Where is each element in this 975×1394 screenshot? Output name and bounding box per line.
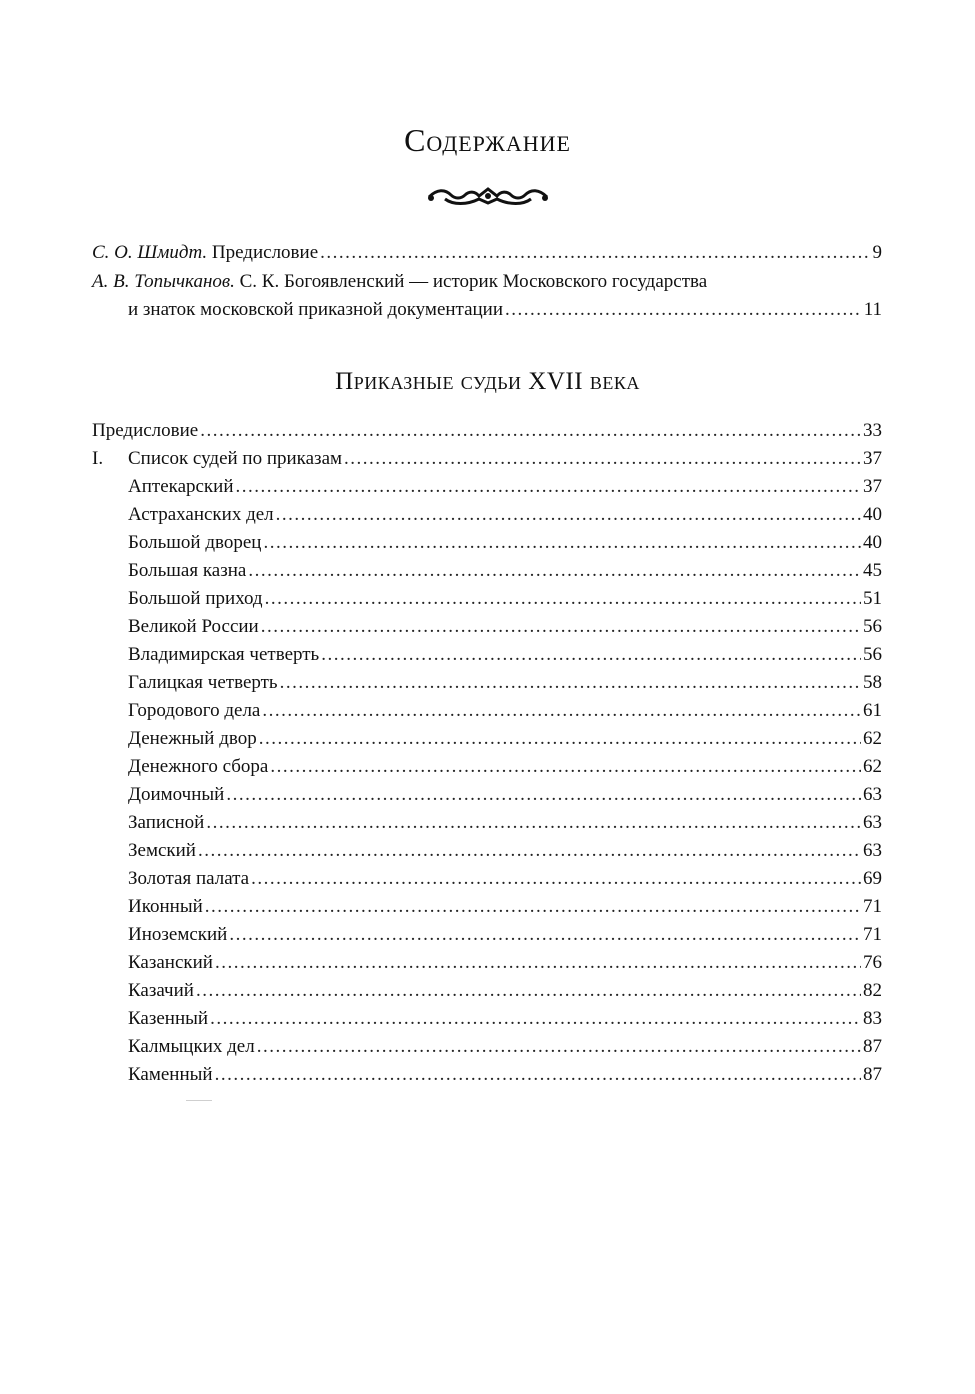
entry-title: Иноземский — [128, 924, 228, 945]
dot-leader — [248, 559, 861, 583]
dot-leader — [280, 671, 861, 695]
entry-title: Каменный — [128, 1064, 213, 1085]
entry-author: А. В. Топычканов. — [92, 271, 235, 292]
entry-title: Большой приход — [128, 588, 263, 609]
entry-author: С. О. Шмидт. — [92, 242, 208, 263]
entry-page: 58 — [863, 672, 882, 693]
entry-title: Золотая палата — [128, 868, 250, 889]
dot-leader — [262, 699, 861, 723]
entry-title: Великой России — [128, 616, 259, 637]
entry-page: 82 — [863, 980, 882, 1001]
dot-leader — [210, 1007, 861, 1031]
toc-entry[interactable] — [128, 475, 882, 499]
scan-artifact — [186, 1100, 212, 1101]
toc-entry[interactable] — [128, 559, 882, 583]
toc-entry[interactable] — [128, 923, 882, 947]
dot-leader — [198, 839, 861, 863]
entry-title: Аптекарский — [128, 476, 234, 497]
entry-page: 40 — [863, 504, 882, 525]
dot-leader — [263, 531, 861, 555]
entry-title: Иконный — [128, 896, 203, 917]
dot-leader — [259, 727, 861, 751]
entry-title: Большой дворец — [128, 532, 262, 553]
entry-page: 61 — [863, 700, 882, 721]
entry-page: 63 — [863, 784, 882, 805]
dot-leader — [226, 783, 861, 807]
entry-page: 45 — [863, 560, 882, 581]
toc-entry[interactable] — [128, 643, 882, 667]
entry-page: 87 — [863, 1064, 882, 1085]
dot-leader — [344, 447, 861, 471]
toc-entry-part-1[interactable] — [128, 447, 882, 471]
entry-page: 9 — [872, 242, 882, 263]
entry-page: 40 — [863, 532, 882, 553]
entry-page: 56 — [863, 644, 882, 665]
entry-title: Калмыцких дел — [128, 1036, 255, 1057]
entry-title: Казачий — [128, 980, 194, 1001]
part-numeral: I. — [92, 448, 104, 469]
toc-entry[interactable] — [128, 1063, 882, 1087]
toc-entry[interactable] — [128, 951, 882, 975]
entry-page: 71 — [863, 924, 882, 945]
entry-page: 37 — [863, 476, 882, 497]
toc-entry[interactable] — [128, 615, 882, 639]
entry-page: 69 — [863, 868, 882, 889]
entry-title: Казенный — [128, 1008, 209, 1029]
entry-page: 37 — [863, 448, 882, 469]
dot-leader — [200, 419, 861, 443]
dot-leader — [276, 503, 861, 527]
entry-title: Записной — [128, 812, 205, 833]
toc-entry[interactable] — [128, 1035, 882, 1059]
dot-leader — [215, 951, 861, 975]
entry-title: Предисловие — [92, 420, 199, 441]
entry-page: 51 — [863, 588, 882, 609]
entry-page: 62 — [863, 756, 882, 777]
dot-leader — [270, 755, 861, 779]
toc-entry[interactable] — [128, 531, 882, 555]
entry-title: С. К. Богоявленский — историк Московского государства — [239, 271, 708, 292]
entry-title: Денежный двор — [128, 728, 257, 749]
entry-page: 33 — [863, 420, 882, 441]
toc-entry-topychkanov-line1[interactable] — [92, 270, 707, 294]
entry-title: Денежного сбора — [128, 756, 269, 777]
toc-entry[interactable] — [128, 503, 882, 527]
dot-leader — [261, 615, 861, 639]
entry-title: Владимирская четверть — [128, 644, 320, 665]
toc-entry[interactable] — [128, 979, 882, 1003]
toc-entry[interactable] — [128, 587, 882, 611]
toc-entry[interactable] — [128, 671, 882, 695]
dot-leader — [320, 241, 870, 265]
entry-title: и знаток московской приказной документации — [128, 299, 504, 320]
entry-page: 56 — [863, 616, 882, 637]
entry-title: Доимочный — [128, 784, 225, 805]
dot-leader — [236, 475, 861, 499]
entry-title: Городового дела — [128, 700, 261, 721]
entry-page: 83 — [863, 1008, 882, 1029]
entry-page: 62 — [863, 728, 882, 749]
entry-page: 63 — [863, 840, 882, 861]
dot-leader — [265, 587, 861, 611]
page-title: Содержание — [404, 122, 571, 158]
entry-title: Список судей по приказам — [128, 448, 343, 469]
entry-page: 63 — [863, 812, 882, 833]
entry-page: 87 — [863, 1036, 882, 1057]
toc-entry-preface-schmidt[interactable] — [92, 241, 882, 265]
entry-title: Астраханских дел — [128, 504, 274, 525]
toc-entry[interactable] — [128, 727, 882, 751]
dot-leader — [196, 979, 861, 1003]
toc-entry[interactable] — [128, 1007, 882, 1031]
toc-entry[interactable] — [128, 895, 882, 919]
toc-entry[interactable] — [128, 839, 882, 863]
toc-entry[interactable] — [128, 699, 882, 723]
dot-leader — [251, 867, 861, 891]
dot-leader — [505, 298, 862, 322]
entry-title: Земский — [128, 840, 196, 861]
dot-leader — [205, 895, 861, 919]
entry-title: Большая казна — [128, 560, 247, 581]
section-title: Приказные судьи XVII века — [335, 368, 640, 395]
dot-leader — [229, 923, 861, 947]
entry-title: Галицкая четверть — [128, 672, 278, 693]
toc-entry[interactable] — [128, 755, 882, 779]
toc-entry-preface[interactable] — [92, 419, 882, 443]
toc-entry-topychkanov-line2[interactable] — [128, 298, 882, 322]
dot-leader — [206, 811, 861, 835]
toc-entry[interactable] — [128, 867, 882, 891]
dot-leader — [215, 1063, 861, 1087]
entry-page: 71 — [863, 896, 882, 917]
entry-page: 76 — [863, 952, 882, 973]
entry-page: 11 — [863, 299, 882, 320]
dot-leader — [321, 643, 861, 667]
toc-entry[interactable] — [128, 811, 882, 835]
entry-title: Казанский — [128, 952, 213, 973]
toc-entry[interactable] — [128, 783, 882, 807]
entry-title: Предисловие — [211, 242, 319, 263]
dot-leader — [257, 1035, 861, 1059]
